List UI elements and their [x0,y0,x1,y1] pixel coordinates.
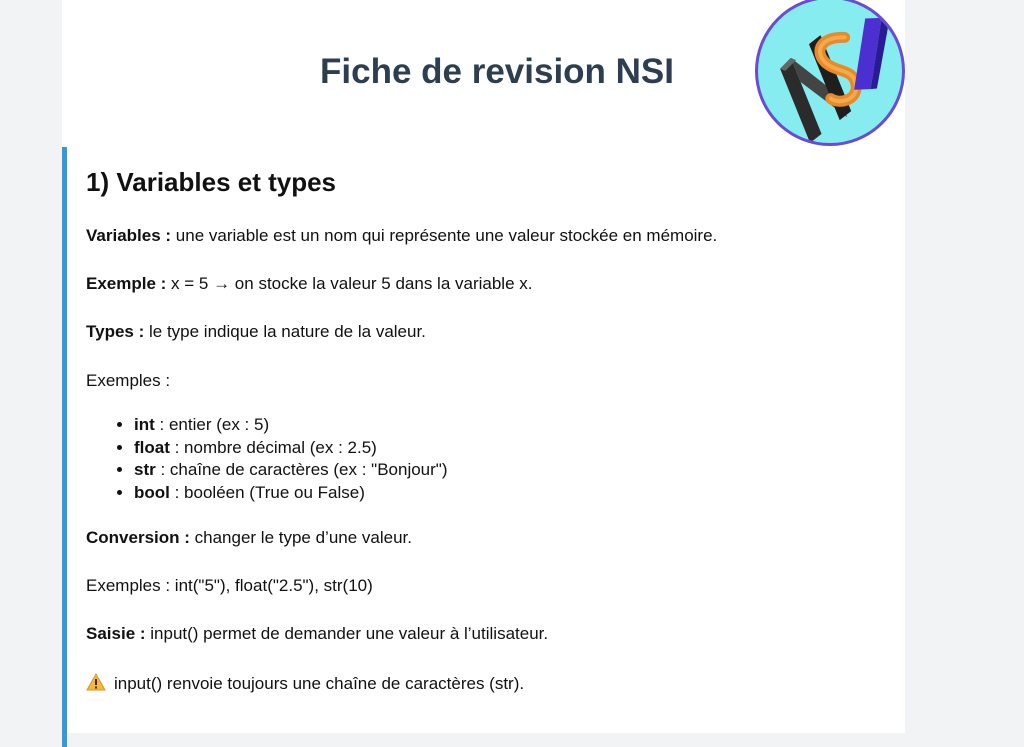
saisie-text: input() permet de demander une valeur à l’utilisateur. [145,624,549,643]
conversion-label: Conversion : [86,528,190,547]
saisie-paragraph [86,623,548,645]
list-item [134,459,448,482]
list-item [134,437,448,460]
type-name: bool [134,482,170,502]
nsi-logo-graphic [758,0,902,143]
types-text: le type indique la nature de la valeur. [144,322,426,341]
type-desc: : entier (ex : 5) [154,415,270,434]
conversion-text: changer le type d’une valeur. [189,528,413,547]
warning-paragraph [86,673,524,697]
conversion-examples: Exemples : int("5"), float("2.5"), str(10) [86,576,373,595]
type-desc: : nombre décimal (ex : 2.5) [169,437,377,457]
exemple-paragraph [86,273,532,295]
types-paragraph [86,321,426,343]
type-list [86,414,448,504]
saisie-label: Saisie : [86,624,146,643]
list-item [134,482,448,505]
types-label: Types : [86,322,145,341]
exemple-label: Exemple : [86,274,167,293]
section-variables-types [62,147,905,747]
page-title: Fiche de revision NSI [320,52,674,91]
list-item [134,414,448,437]
exemples-intro: Exemples : [86,371,171,390]
warning-icon [86,673,106,697]
type-name: float [134,437,170,457]
variables-text: une variable est un nom qui représente une valeur stockée en mémoire. [171,226,718,245]
variables-paragraph [86,225,717,247]
document-page [62,0,905,733]
warning-text: input() renvoie toujours une chaîne de caractères (str). [114,674,525,693]
variables-label: Variables : [86,226,172,245]
type-desc: : booléen (True ou False) [169,482,365,502]
conversion-paragraph [86,527,412,549]
type-name: str [134,460,156,479]
exemple-text: x = 5 → on stocke la valeur 5 dans la variable x. [166,274,533,293]
type-name: int [134,415,155,434]
type-desc: : chaîne de caractères (ex : "Bonjour") [155,460,448,479]
section-heading: 1) Variables et types [86,167,337,197]
nsi-logo [755,0,905,146]
